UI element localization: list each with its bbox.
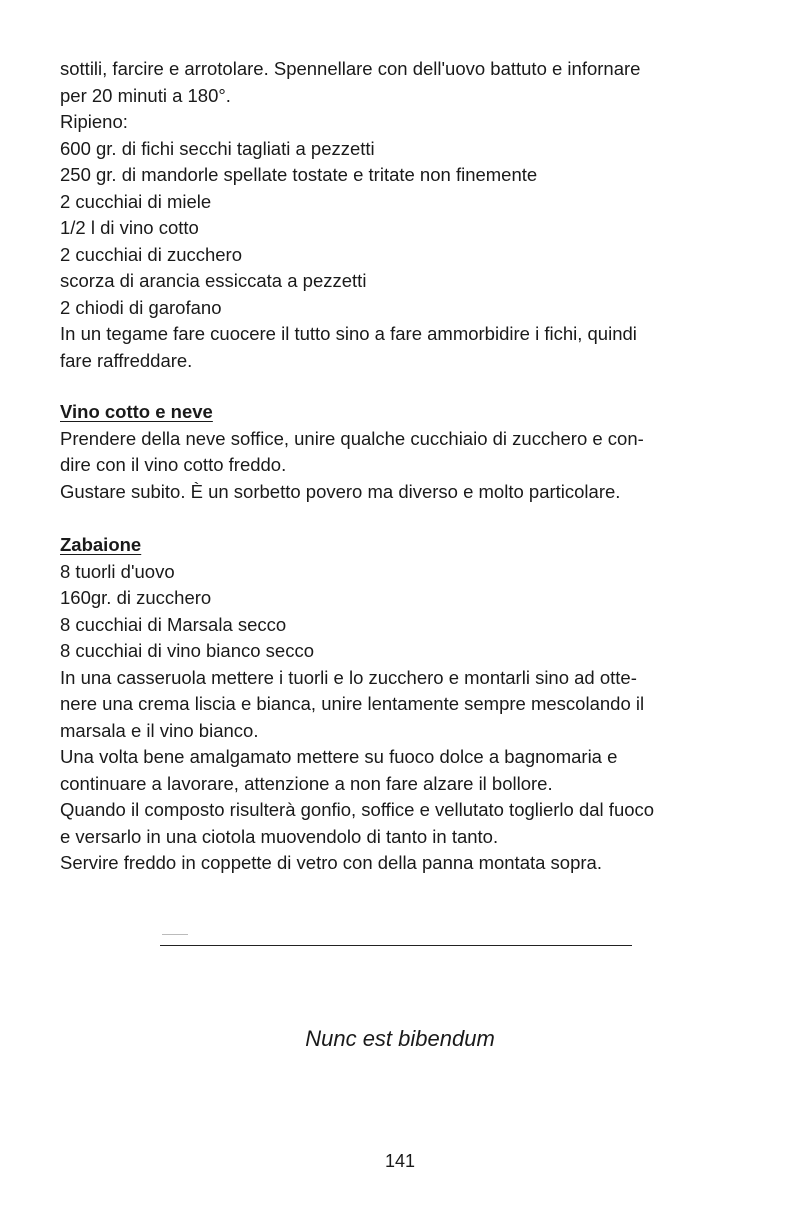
ingredient-line: 8 tuorli d'uovo	[60, 560, 175, 582]
ingredient-line: 8 cucchiai di Marsala secco	[60, 613, 287, 635]
text-line: sottili, farcire e arrotolare. Spennellare con dell'uovo battuto e infornare	[60, 58, 641, 79]
recipe-title: Vino cotto e neve	[60, 401, 213, 422]
page-number: 141	[384, 1151, 416, 1171]
text-line: per 20 minuti a 180°.	[60, 84, 231, 106]
ingredient-line: 600 gr. di fichi secchi tagliati a pezzetti	[60, 137, 375, 159]
ingredient-line: 160gr. di zucchero	[60, 587, 212, 608]
section-divider	[160, 945, 632, 946]
text-line: e versarlo in una ciotola muovendolo di tanto in tanto.	[60, 825, 499, 847]
ingredient-line: 2 chiodi di garofano	[60, 296, 222, 318]
ingredient-line: scorza di arancia essiccata a pezzetti	[60, 270, 367, 291]
recipe-title: Zabaione	[60, 534, 142, 555]
recipe-vino-cotto-e-neve	[60, 399, 760, 505]
ingredient-line: 2 cucchiai di zucchero	[60, 243, 243, 265]
text-line: fare raffreddare.	[60, 349, 193, 371]
text-line: nere una crema liscia e bianca, unire lentamente sempre mescolando il	[60, 693, 645, 714]
text-line: dire con il vino cotto freddo.	[60, 454, 287, 475]
text-line: In un tegame fare cuocere il tutto sino a fare ammorbidire i fichi, quindi	[60, 323, 637, 344]
text-line: Una volta bene amalgamato mettere su fuoco dolce a bagnomaria e	[60, 746, 618, 767]
text-line: marsala e il vino bianco.	[60, 719, 259, 741]
text-line: Gustare subito. È un sorbetto povero ma diverso e molto particolare.	[60, 480, 621, 502]
text-line: continuare a lavorare, attenzione a non fare alzare il bollore.	[60, 772, 553, 794]
text-line: Ripieno:	[60, 111, 128, 132]
motto: Nunc est bibendum	[305, 1026, 495, 1051]
ingredient-line: 8 cucchiai di vino bianco secco	[60, 640, 315, 661]
recipe-continuation	[60, 56, 760, 374]
text-line: Servire freddo in coppette di vetro con della panna montata sopra.	[60, 852, 602, 873]
ingredient-line: 1/2 l di vino cotto	[60, 217, 199, 238]
ingredient-line: 2 cucchiai di miele	[60, 190, 212, 212]
text-line: Quando il composto risulterà gonfio, soffice e vellutato toglierlo dal fuoco	[60, 799, 655, 820]
text-line: Prendere della neve soffice, unire qualche cucchiaio di zucchero e con-	[60, 427, 644, 449]
decorative-tick	[162, 934, 188, 935]
recipe-zabaione	[60, 532, 760, 877]
text-line: In una casseruola mettere i tuorli e lo zucchero e montarli sino ad otte-	[60, 666, 637, 688]
ingredient-line: 250 gr. di mandorle spellate tostate e tritate non finemente	[60, 164, 538, 185]
